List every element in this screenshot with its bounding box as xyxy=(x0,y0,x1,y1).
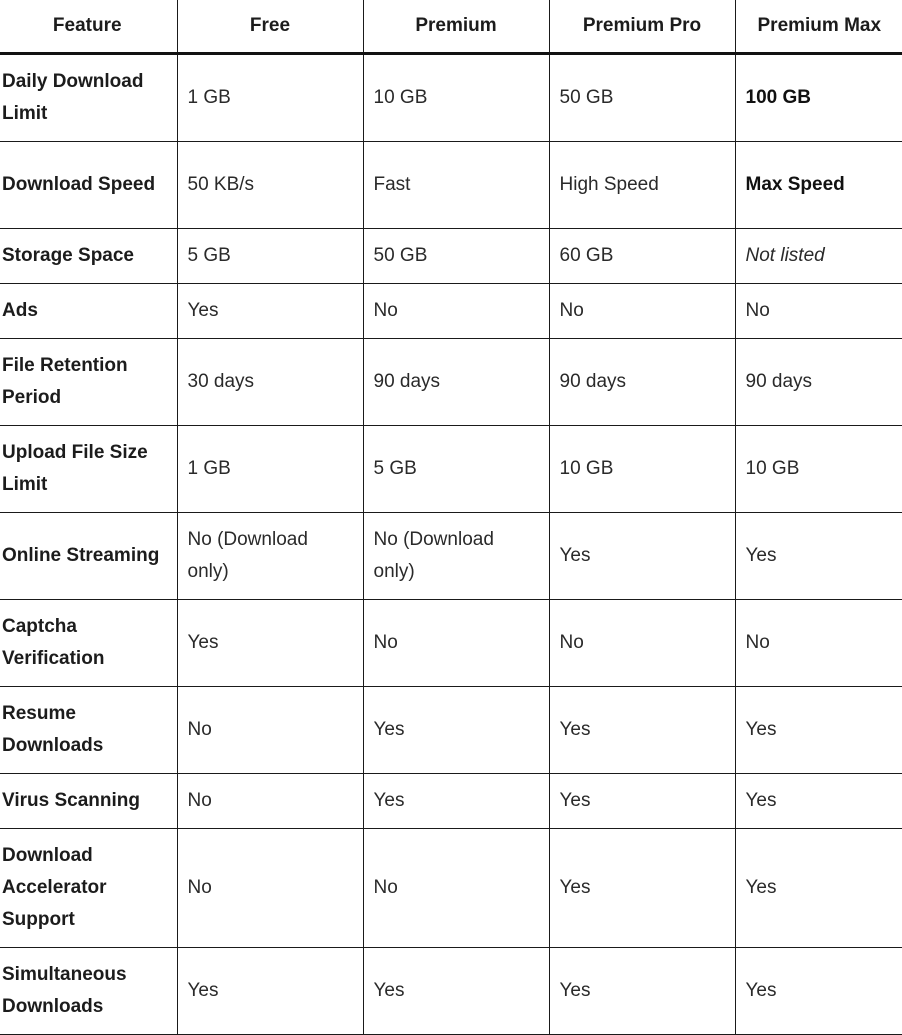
premium-pro-cell: Yes xyxy=(549,687,735,774)
table-row xyxy=(0,284,902,339)
premium-pro-cell: 60 GB xyxy=(549,229,735,284)
premium-max-cell: 90 days xyxy=(735,339,902,426)
feature-cell: Resume Downloads xyxy=(0,687,177,774)
premium-max-cell: Yes xyxy=(735,948,902,1035)
premium-max-cell: No xyxy=(735,600,902,687)
feature-cell: Online Streaming xyxy=(0,513,177,600)
premium-pro-cell: 10 GB xyxy=(549,426,735,513)
table-row xyxy=(0,774,902,829)
table-row xyxy=(0,426,902,513)
premium-pro-cell: 90 days xyxy=(549,339,735,426)
feature-cell: Virus Scanning xyxy=(0,774,177,829)
premium-cell: No xyxy=(363,600,549,687)
premium-pro-cell: No xyxy=(549,600,735,687)
feature-cell: Captcha Verification xyxy=(0,600,177,687)
premium-max-cell: 100 GB xyxy=(735,54,902,142)
premium-cell: Yes xyxy=(363,774,549,829)
header-row xyxy=(0,0,902,54)
premium-pro-cell: High Speed xyxy=(549,142,735,229)
table-row xyxy=(0,829,902,948)
table-row xyxy=(0,600,902,687)
premium-pro-cell: Yes xyxy=(549,774,735,829)
free-cell: 1 GB xyxy=(177,54,363,142)
premium-max-cell: Not listed xyxy=(735,229,902,284)
premium-pro-cell: 50 GB xyxy=(549,54,735,142)
free-cell: 1 GB xyxy=(177,426,363,513)
premium-max-cell: Max Speed xyxy=(735,142,902,229)
header-free: Free xyxy=(177,0,363,54)
premium-pro-cell: Yes xyxy=(549,948,735,1035)
premium-max-cell: Yes xyxy=(735,774,902,829)
premium-max-cell: Yes xyxy=(735,513,902,600)
table-row xyxy=(0,229,902,284)
premium-cell: 5 GB xyxy=(363,426,549,513)
feature-cell: Daily Download Limit xyxy=(0,54,177,142)
feature-cell: Simultaneous Downloads xyxy=(0,948,177,1035)
premium-max-cell: Yes xyxy=(735,829,902,948)
feature-cell: Storage Space xyxy=(0,229,177,284)
header-premium: Premium xyxy=(363,0,549,54)
feature-cell: Download Accelerator Support xyxy=(0,829,177,948)
table-row xyxy=(0,339,902,426)
free-cell: Yes xyxy=(177,284,363,339)
table-row xyxy=(0,142,902,229)
premium-cell: 10 GB xyxy=(363,54,549,142)
table-row xyxy=(0,513,902,600)
free-cell: Yes xyxy=(177,600,363,687)
feature-cell: Ads xyxy=(0,284,177,339)
premium-max-cell: 10 GB xyxy=(735,426,902,513)
header-premium-max: Premium Max xyxy=(735,0,902,54)
table-row xyxy=(0,54,902,142)
free-cell: Yes xyxy=(177,948,363,1035)
premium-cell: 50 GB xyxy=(363,229,549,284)
free-cell: No (Download only) xyxy=(177,513,363,600)
table-header xyxy=(0,0,902,54)
feature-cell: Upload File Size Limit xyxy=(0,426,177,513)
free-cell: No xyxy=(177,687,363,774)
header-feature: Feature xyxy=(0,0,177,54)
free-cell: 5 GB xyxy=(177,229,363,284)
premium-pro-cell: No xyxy=(549,284,735,339)
table-row xyxy=(0,687,902,774)
free-cell: 50 KB/s xyxy=(177,142,363,229)
free-cell: No xyxy=(177,774,363,829)
premium-pro-cell: Yes xyxy=(549,829,735,948)
premium-cell: Fast xyxy=(363,142,549,229)
header-premium-pro: Premium Pro xyxy=(549,0,735,54)
feature-cell: File Retention Period xyxy=(0,339,177,426)
premium-cell: No xyxy=(363,829,549,948)
table-row xyxy=(0,948,902,1035)
feature-cell: Download Speed xyxy=(0,142,177,229)
premium-cell: No xyxy=(363,284,549,339)
premium-cell: Yes xyxy=(363,687,549,774)
premium-max-cell: Yes xyxy=(735,687,902,774)
table-body xyxy=(0,54,902,1035)
premium-max-cell: No xyxy=(735,284,902,339)
premium-cell: No (Download only) xyxy=(363,513,549,600)
premium-cell: 90 days xyxy=(363,339,549,426)
free-cell: No xyxy=(177,829,363,948)
premium-pro-cell: Yes xyxy=(549,513,735,600)
premium-cell: Yes xyxy=(363,948,549,1035)
free-cell: 30 days xyxy=(177,339,363,426)
